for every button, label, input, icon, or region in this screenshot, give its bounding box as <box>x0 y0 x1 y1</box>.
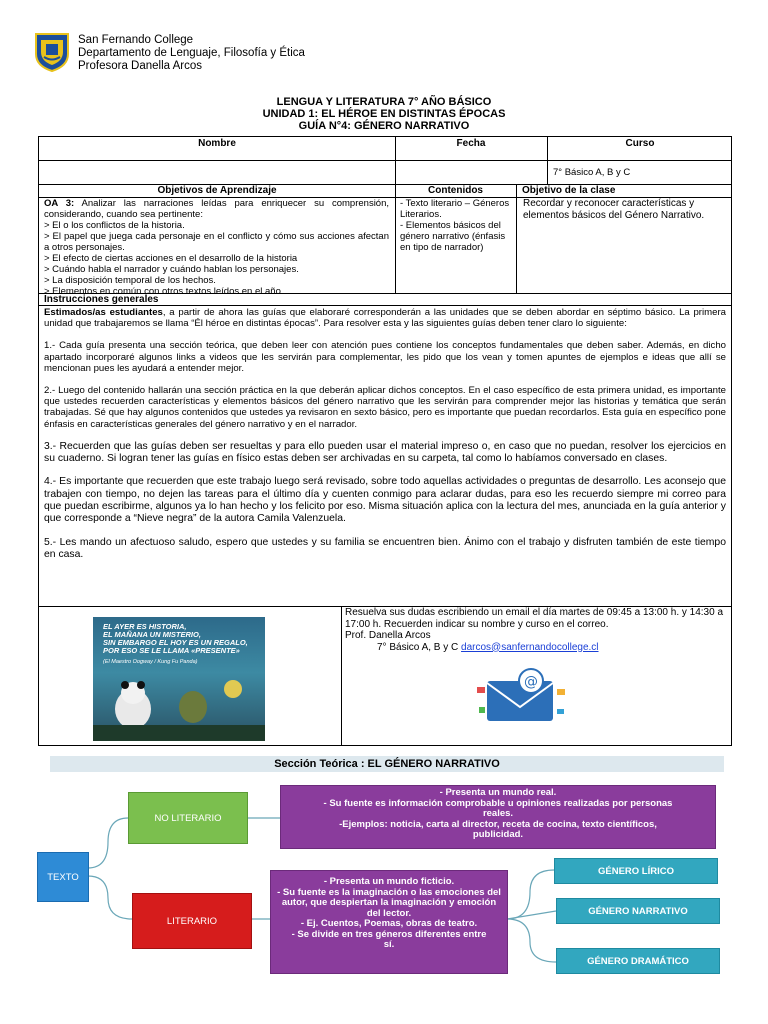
literario-node: LITERARIO <box>132 893 252 949</box>
contact-info <box>345 607 729 653</box>
contact-line <box>345 642 729 654</box>
svg-text:@: @ <box>524 674 538 690</box>
description-line: - Presenta un mundo real. <box>439 787 557 798</box>
description-line: - Se divide en tres géneros diferentes entre sí. <box>291 928 487 950</box>
oa-item: > La disposición temporal de los hechos. <box>44 275 216 286</box>
curso-value: 7° Básico A, B y C <box>553 167 631 178</box>
section-title: Sección Teórica : EL GÉNERO NARRATIVO <box>50 756 724 772</box>
teacher-name: Profesora Danella Arcos <box>78 60 203 72</box>
curso-header: Curso <box>625 138 655 149</box>
guide-title: GUÍA N°4: GÉNERO NARRATIVO <box>298 120 470 132</box>
description-line: -Ejemplos: noticia, carta al director, receta de cocina, texto científicos, publicidad. <box>339 818 657 840</box>
oa-item: > Elementos en común con otros textos leídos en el año. <box>44 286 284 297</box>
instruction-2: 2.- Luego del contenido hallarán una sección práctica en la que deberán aplicar dichos conceptos. En el caso específico de esta primera unidad, es importante que ustedes recuerden características y elementos básicos del género narrativo que les servirán para comprender mejor las historias y temática que serán trabajadas. Sé que hay algunos contenidos que ustedes ya revisaron en sexto básico, pero es importante que puedan recordarlos. Esta guía en específico pone énfasis en características generales del género narrativo y en el narrador. <box>44 385 726 430</box>
poster-line: EL MAÑANA UN MISTERIO, <box>103 630 201 639</box>
oa-item: > El papel que juega cada personaje en el conflicto y cómo sus acciones afectan a otros personajes. <box>44 231 389 253</box>
instruction-5: 5.- Les mando un afectuoso saludo, espero que ustedes y su familia se encuentren bien. Ánimo con el trabajo y disfruten también de este tiempo en casa. <box>44 536 726 560</box>
instruction-3: 3.- Recuerden que las guías deben ser resueltas y para ello pueden usar el material impreso o, en caso que no puedan, resolver los ejercicios en su cuaderno. Si logran tener las guías en físico estas deben ser archivadas en su carpeta, tal como lo habíamos conversado en clases. <box>44 440 726 465</box>
instruction-4: 4.- Es importante que recuerden que este trabajo luego será revisado, sobre todo aquellas actividades o preguntas de desarrollo. Les aconsejo que trabajen con tiempo, no dejen las tareas para el último día y cuenten conmigo para aclarar dudas, para eso les recuerdo siempre mi correo para que puedan escribirme, algunos ya lo han hecho y los felicito por eso. Misma situación aplica con la lectura del mes, anunciada en la guía anterior y que corresponde a “Nieve negra” de la autora Camila Valenzuela. <box>44 476 726 525</box>
nombre-header: Nombre <box>198 138 236 149</box>
description-line: - Su fuente es información comprobable u opiniones realizadas por personas reales. <box>323 797 673 819</box>
instruction-1: 1.- Cada guía presenta una sección teórica, que deben leer con atención pues contiene los conceptos fundamentales que deben saber. Además, en dicho apartado incorporaré algunos links a videos que les servirán para complementar, les pido que los vean y tomen apuntes de ejemplos e ideas que allí se mencionan pues les ayudará a entender mejor. <box>44 340 726 374</box>
subject-title: LENGUA Y LITERATURA 7° AÑO BÁSICO <box>276 96 492 108</box>
unit-title: UNIDAD 1: EL HÉROE EN DISTINTAS ÉPOCAS <box>262 108 506 120</box>
guide-table <box>38 136 732 746</box>
genero-narrativo-node: GÉNERO NARRATIVO <box>556 898 720 924</box>
oa-item: > El o los conflictos de la historia. <box>44 220 185 231</box>
nombre-field[interactable] <box>39 161 395 184</box>
fecha-field[interactable] <box>395 161 547 184</box>
contenidos-header: Contenidos <box>428 185 483 196</box>
literario-description <box>270 870 508 974</box>
contact-text: Resuelva sus dudas escribiendo un email el día martes de 09:45 a 13:00 h. y 14:30 a 17:00 h. Recuerden indicar su nombre y curso en el correo. <box>345 607 724 630</box>
greeting: Estimados/as estudiantes <box>44 307 163 318</box>
poster-line: SIN EMBARGO EL HOY ES UN REGALO, <box>103 638 248 647</box>
objetivos-header: Objetivos de Aprendizaje <box>157 185 277 196</box>
fecha-header: Fecha <box>456 138 486 149</box>
oa-label: OA 3: <box>44 198 75 209</box>
oa-list <box>44 198 389 297</box>
school-header <box>78 34 305 73</box>
email-icon <box>473 667 569 727</box>
no-literario-description <box>280 785 716 849</box>
document-titles <box>0 96 768 132</box>
school-logo <box>32 32 72 72</box>
instrucciones-title: Instrucciones generales <box>44 294 159 305</box>
contact-email-link[interactable]: darcos@sanfernandocollege.cl <box>461 641 599 653</box>
description-line: - Su fuente es la imaginación o las emociones del autor, que despiertan la imaginación y emoción del lector. <box>277 886 501 919</box>
oa-item: > El efecto de ciertas acciones en el desarrollo de la historia <box>44 253 298 264</box>
oa-item: > Cuándo habla el narrador y cuándo hablan los personajes. <box>44 264 299 275</box>
contact-name: Prof. Danella Arcos <box>345 630 431 641</box>
instructions-body <box>44 307 726 572</box>
contenido-item: - Texto literario – Géneros Literarios. <box>400 198 510 220</box>
department-name: Departamento de Lenguaje, Filosofía y Ética <box>78 47 305 59</box>
contact-course: 7° Básico A, B y C <box>377 641 462 653</box>
poster-line: EL AYER ES HISTORIA, <box>103 622 187 631</box>
contenido-item: - Elementos básicos del género narrativo (énfasis en tipo de narrador) <box>400 220 506 253</box>
oa-item: OA 3: Analizar las narraciones leídas para enriquecer su comprensión, considerando, cuando sea pertinente: <box>44 198 390 220</box>
contenidos-list <box>400 198 512 253</box>
description-line: - Presenta un mundo ficticio. <box>323 876 455 887</box>
description-line: - Ej. Cuentos, Poemas, obras de teatro. <box>300 918 478 929</box>
kung-fu-panda-poster <box>93 617 265 741</box>
instruction-intro: Estimados/as estudiantes, a partir de ahora las guías que elaboraré corresponderán a las unidades que se deben abordar en séptimo básico. La primera unidad que trabajaremos se llama “Él héroe en distintas épocas”. Para resolver esta y las siguientes guías deben tener claro lo siguiente: <box>44 307 726 330</box>
texto-node: TEXTO <box>37 852 89 902</box>
objetivo-clase-text: Recordar y reconocer características y elementos básicos del Género Narrativo. <box>523 198 705 221</box>
objetivo-clase-header: Objetivo de la clase <box>522 185 616 196</box>
poster-line: POR ESO SE LE LLAMA «PRESENTE» <box>103 646 240 655</box>
school-name: San Fernando College <box>78 34 194 46</box>
genero-dramatico-node: GÉNERO DRAMÁTICO <box>556 948 720 974</box>
genero-lirico-node: GÉNERO LÍRICO <box>554 858 718 884</box>
no-literario-node: NO LITERARIO <box>128 792 248 844</box>
poster-caption: (El Maestro Oogway / Kung Fu Panda) <box>103 659 198 665</box>
